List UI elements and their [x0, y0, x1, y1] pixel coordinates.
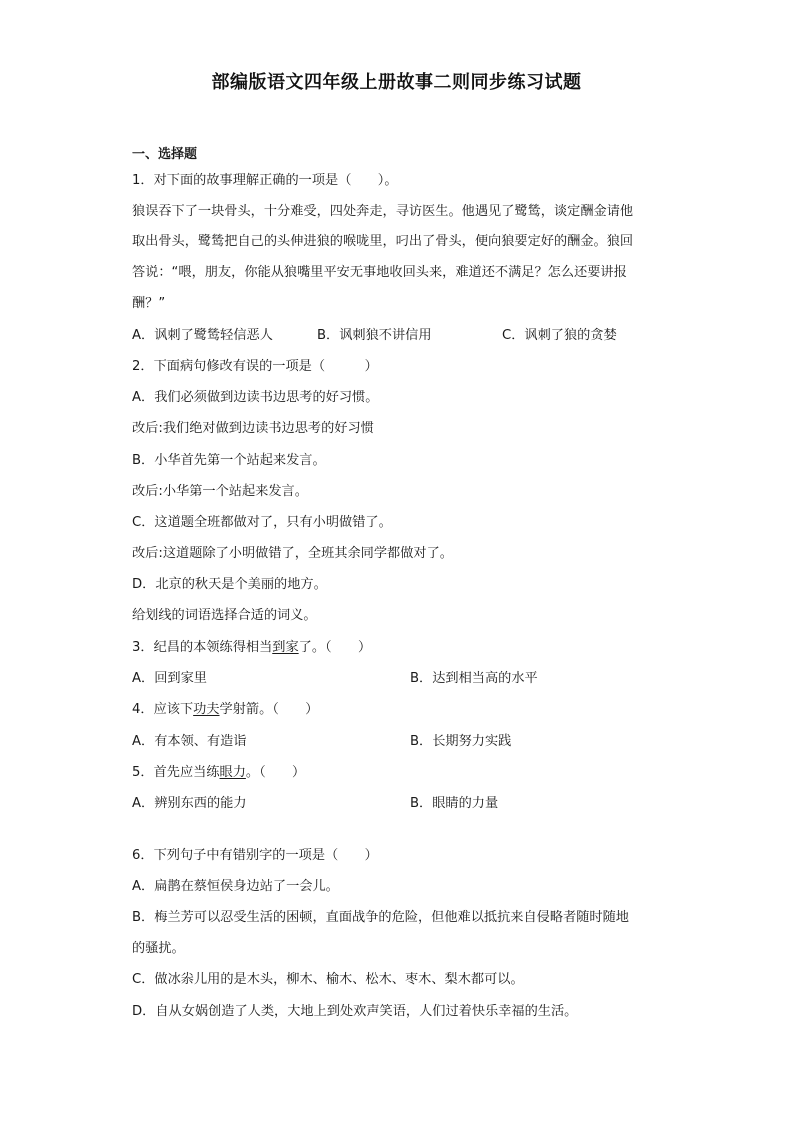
- question-1-option-c: C．讽刺了狼的贪婪: [502, 328, 617, 343]
- question-5-underlined-word: 眼力: [219, 765, 246, 780]
- question-2-line: 改后:小华第一个站起来发言。: [132, 484, 308, 499]
- section-heading: 一、选择题: [132, 147, 198, 162]
- question-3-stem-post: 了。（ ）: [298, 640, 372, 655]
- question-4-stem: [132, 701, 318, 719]
- question-3-stem: [132, 639, 371, 657]
- question-3-option-a: A．回到家里: [132, 671, 207, 686]
- question-2-stem: 2．下面病句修改有误的一项是（ ）: [132, 359, 378, 374]
- question-1-passage-line: 取出骨头，鹭鸶把自己的头伸进狼的喉咙里，叼出了骨头，便向狼要定好的酬金。狼回: [132, 234, 634, 249]
- question-2-line: B．小华首先第一个站起来发言。: [132, 453, 326, 468]
- question-5-option-a: A．辨别东西的能力: [132, 796, 247, 811]
- question-4-stem-post: 学射箭。（ ）: [219, 702, 319, 717]
- question-6-line: C．做冰尜儿用的是木头，柳木、榆木、松木、枣木、梨木都可以。: [132, 972, 524, 987]
- question-4-option-a: A．有本领、有造诣: [132, 734, 247, 749]
- question-5-stem-post: 。（ ）: [245, 765, 306, 780]
- question-6-line: D．自从女娲创造了人类，大地上到处欢声笑语，人们过着快乐幸福的生活。: [132, 1004, 578, 1019]
- question-2-line: 改后:这道题除了小明做错了，全班其余同学都做对了。: [132, 546, 453, 561]
- question-1-option-b: B．讽刺狼不讲信用: [317, 328, 432, 343]
- question-1-passage-line: 酬？”: [132, 296, 166, 311]
- document-title: 部编版语文四年级上册故事二则同步练习试题: [211, 72, 582, 93]
- question-2-line: A．我们必须做到边读书边思考的好习惯。: [132, 390, 379, 405]
- question-1-passage-line: 狼误吞下了一块骨头，十分难受，四处奔走，寻访医生。他遇见了鹭鸶，谈定酬金请他: [132, 204, 634, 219]
- question-1-stem: 1．对下面的故事理解正确的一项是（ ）。: [132, 173, 398, 188]
- question-5-option-b: B．眼睛的力量: [410, 796, 499, 811]
- question-4-underlined-word: 功夫: [193, 702, 220, 717]
- question-2-line: 改后:我们绝对做到边读书边思考的好习惯: [132, 421, 374, 436]
- question-5-stem-pre: 5．首先应当练: [132, 765, 220, 780]
- question-6-line: B．梅兰芳可以忍受生活的困顿，直面战争的危险，但他难以抵抗来自侵略者随时随地: [132, 910, 629, 925]
- question-1-passage-line: 答说：“喂，朋友，你能从狼嘴里平安无事地收回头来，难道还不满足？怎么还要讲报: [132, 265, 627, 280]
- question-5-stem: [132, 764, 305, 782]
- question-4-stem-pre: 4．应该下: [132, 702, 194, 717]
- question-2-line: C．这道题全班都做对了，只有小明做错了。: [132, 515, 392, 530]
- question-3-stem-pre: 3．纪昌的本领练得相当: [132, 640, 273, 655]
- question-2-line: D．北京的秋天是个美丽的地方。: [132, 577, 327, 592]
- question-6-line: 的骚扰。: [132, 941, 185, 956]
- question-6-stem: 6．下列句子中有错别字的一项是（ ）: [132, 848, 378, 863]
- instruction-line: 给划线的词语选择合适的词义。: [132, 608, 317, 623]
- question-3-underlined-word: 到家: [272, 640, 299, 655]
- question-6-line: A．扁鹊在蔡恒侯身边站了一会儿。: [132, 879, 339, 894]
- question-1-option-a: A．讽刺了鹭鸶轻信恶人: [132, 328, 273, 343]
- question-4-option-b: B．长期努力实践: [410, 734, 512, 749]
- question-3-option-b: B．达到相当高的水平: [410, 671, 538, 686]
